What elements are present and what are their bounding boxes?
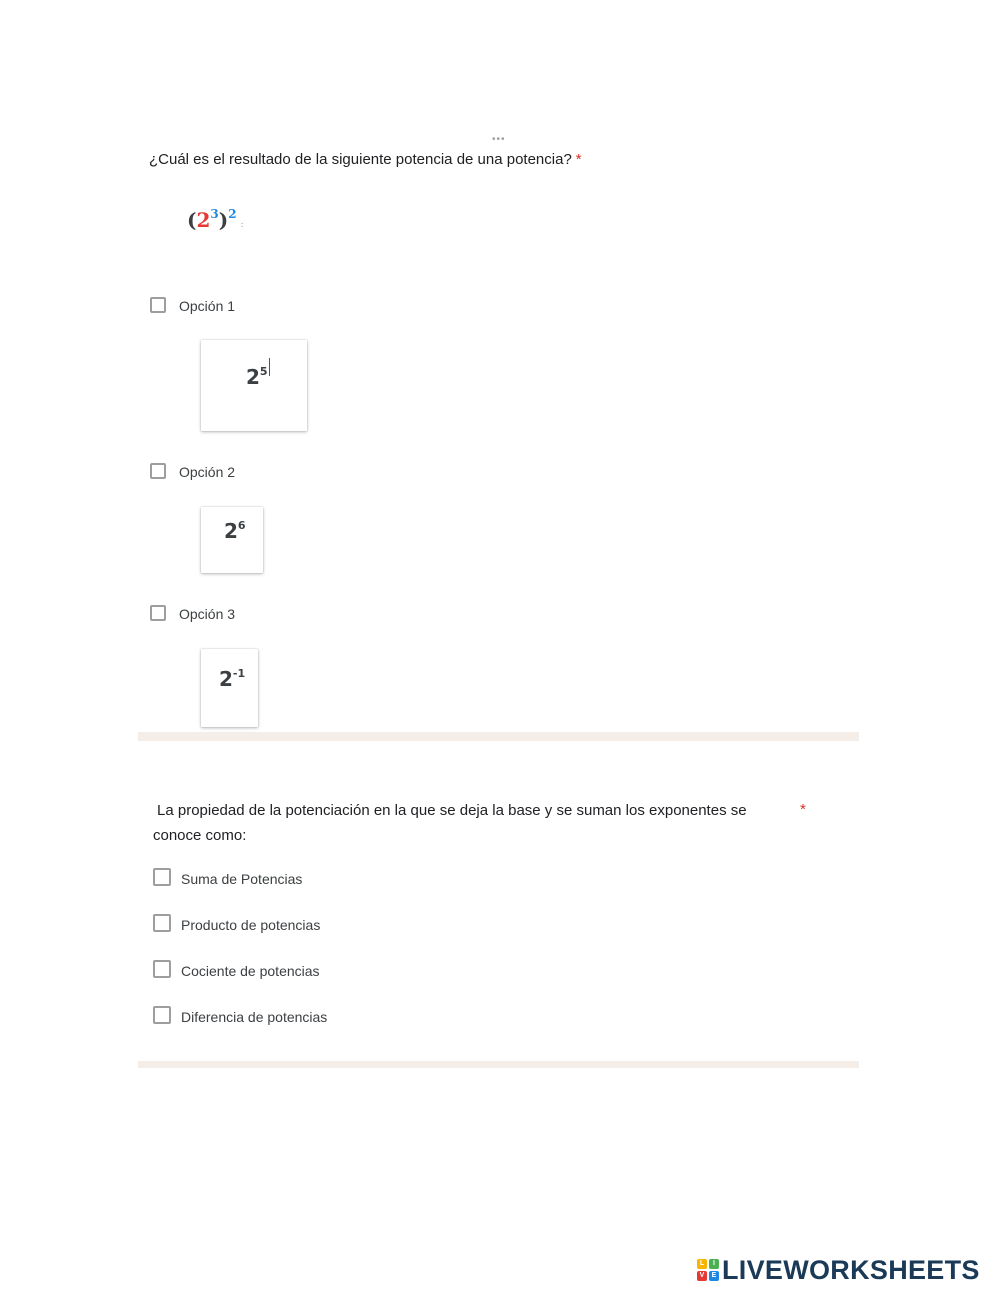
option-3-value (219, 667, 245, 691)
logo-square-i: I (709, 1259, 719, 1269)
question-2-title-line-1: La propiedad de la potenciación en la que se deja la base y se suman los exponentes se (157, 802, 747, 819)
option-1-label: Opción 1 (179, 298, 236, 314)
option-2-base: 2 (224, 519, 238, 543)
required-marker: * (575, 151, 582, 168)
option-2-exponent: 6 (237, 519, 246, 532)
text-cursor (269, 358, 270, 376)
option-3-checkbox[interactable] (150, 605, 166, 621)
logo-square-l: L (697, 1259, 707, 1269)
answer-diferencia-label: Diferencia de potencias (181, 1009, 328, 1025)
drag-handle-icon[interactable]: ••• (492, 134, 506, 145)
option-1-exponent: 5 (259, 365, 268, 378)
question-1-title (149, 151, 582, 168)
answer-suma-checkbox[interactable] (153, 868, 171, 886)
option-1-checkbox[interactable] (150, 297, 166, 313)
option-2-checkbox[interactable] (150, 463, 166, 479)
logo-text: LIVEWORKSHEETS (722, 1254, 980, 1285)
question-1-title-text: ¿Cuál es el resultado de la siguiente potencia de una potencia? (149, 151, 572, 168)
option-1-value (246, 358, 270, 389)
expression-base: 2 (196, 208, 211, 232)
expression-inner-exponent: 3 (210, 207, 219, 221)
expression-outer-exponent: 2 (228, 207, 237, 221)
expression-close-paren: ) (218, 208, 229, 232)
answer-producto-checkbox[interactable] (153, 914, 171, 932)
option-1-image (201, 340, 307, 431)
option-3-base: 2 (219, 667, 233, 691)
question-2-title (153, 802, 763, 844)
option-1-base: 2 (246, 365, 260, 389)
option-3-image (201, 649, 258, 727)
question-2-required-marker: * (800, 801, 806, 818)
answer-suma-label: Suma de Potencias (181, 871, 303, 887)
section-divider-bottom (138, 1061, 859, 1068)
liveworksheets-logo (697, 1254, 980, 1286)
answer-producto-label: Producto de potencias (181, 917, 321, 933)
option-2-label: Opción 2 (179, 464, 236, 480)
option-2-value (224, 519, 246, 543)
answer-cociente-checkbox[interactable] (153, 960, 171, 978)
logo-icon (697, 1259, 719, 1281)
expression-trailing: : (240, 220, 244, 230)
option-2-image (201, 507, 263, 573)
power-expression (187, 207, 244, 232)
question-2-title-line-2: conoce como: (153, 827, 247, 844)
option-3-label: Opción 3 (179, 606, 236, 622)
answer-diferencia-checkbox[interactable] (153, 1006, 171, 1024)
section-divider (138, 732, 859, 741)
expression-open-paren: ( (187, 208, 197, 232)
answer-cociente-label: Cociente de potencias (181, 963, 320, 979)
logo-square-v: V (697, 1271, 707, 1281)
option-3-exponent: -1 (232, 667, 246, 680)
logo-square-e: E (709, 1271, 719, 1281)
